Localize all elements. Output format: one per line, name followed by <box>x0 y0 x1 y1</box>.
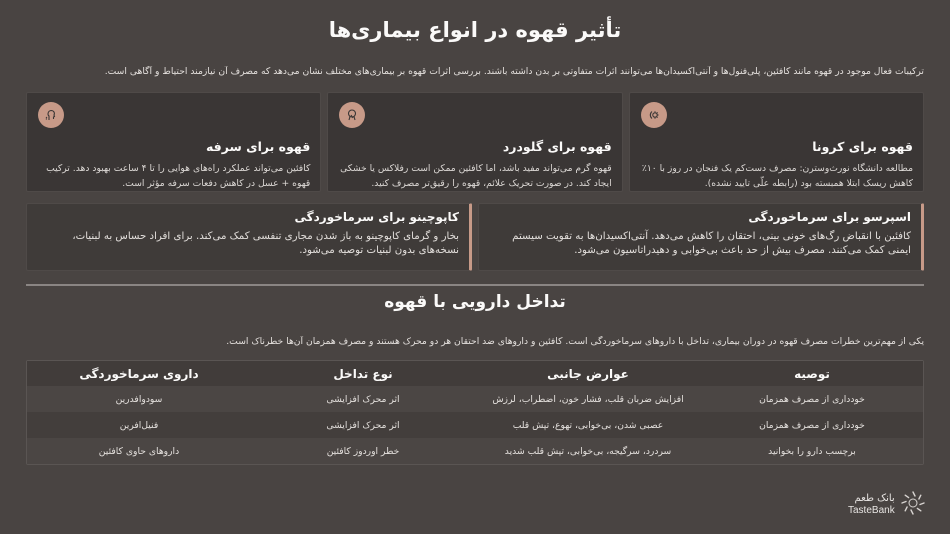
logo-en-text: TasteBank <box>848 505 895 516</box>
table-cell: افزایش ضربان قلب، فشار خون، اضطراب، لرزش <box>492 393 684 405</box>
section-intro: یکی از مهم‌ترین خطرات مصرف قهوه در دوران بیماری، تداخل با داروهای سرماخوردگی است. کافئین و داروهای ضد احتقان هر دو محرک هستند و مصرف همزمان آن‌ها خطرناک است. <box>226 336 924 347</box>
column-header: عوارض جانبی <box>547 366 629 381</box>
page-title: تأثیر قهوه در انواع بیماری‌ها <box>328 18 622 42</box>
virus-icon <box>641 102 667 128</box>
logo-mark-icon <box>899 489 927 521</box>
card-corona <box>629 92 924 192</box>
table-cell: عصبی شدن، بی‌خوابی، تهوع، تپش قلب <box>512 419 664 431</box>
table-cell: اثر محرک افزایشی <box>326 393 400 405</box>
card-sore-throat <box>327 92 622 192</box>
intro-text: ترکیبات فعال موجود در قهوه مانند کافئین، پلی‌فنول‌ها و آنتی‌اکسیدان‌ها می‌توانند اثرات متفاوتی بر بدن داشته باشند. بررسی اثرات قهوه بر بیماری‌های مختلف نشان می‌دهد که مصرف آن نیازمند احتیاط و آگاهی است. <box>104 66 924 77</box>
table-cell: سردرد، سرگیجه، بی‌خوابی، تپش قلب شدید <box>504 445 672 457</box>
logo-fa-text: بانک طعم <box>854 493 895 504</box>
table-cell: خودداری از مصرف همزمان <box>759 393 865 405</box>
table-row <box>27 386 923 412</box>
table-cell: فنیل‌افرین <box>119 419 159 431</box>
card-title: قهوه برای کرونا <box>812 139 913 154</box>
section-divider <box>26 284 924 286</box>
cold-cards <box>26 203 924 271</box>
table-cell: اثر محرک افزایشی <box>326 419 400 431</box>
card-text: قهوه گرم می‌تواند مفید باشد، اما کافئین ممکن است رفلاکس یا خشکی ایجاد کند. در صورت تحریک علائم، قهوه را رقیق‌تر مصرف کنید. <box>340 163 612 189</box>
card-title: کاپوچینو برای سرماخوردگی <box>294 210 459 224</box>
table-cell: سودوافدرین <box>115 393 163 405</box>
throat-icon <box>339 102 365 128</box>
cough-icon <box>38 102 64 128</box>
interactions-table <box>26 360 924 465</box>
disease-cards <box>26 92 924 192</box>
column-header: داروی سرماخوردگی <box>79 366 199 381</box>
card-cappuccino <box>26 203 472 271</box>
card-text: مطالعه دانشگاه نورث‌وسترن: مصرف دست‌کم یک فنجان در روز با ۱۰٪ کاهش ریسک ابتلا همبسته بود (رابطه علّی تایید نشده). <box>641 163 913 189</box>
card-text: بخار و گرمای کاپوچینو به باز شدن مجاری تنفسی کمک می‌کند. برای افراد حساس به لبنیات، نسخه‌های بدون لبنیات توصیه می‌شود. <box>72 231 459 256</box>
section-title: تداخل دارویی با قهوه <box>384 292 566 312</box>
card-text: کافئین با انقباض رگ‌های خونی بینی، احتقان را کاهش می‌دهد. آنتی‌اکسیدان‌ها به تقویت سیستم ایمنی کمک می‌کنند. مصرف بیش از حد باعث بی‌خوابی و دهیدراتاسیون می‌شود. <box>512 231 911 256</box>
card-espresso <box>478 203 924 271</box>
table-row <box>27 438 923 464</box>
card-text: کافئین می‌تواند عملکرد راه‌های هوایی را تا ۴ ساعت بهبود دهد. ترکیب قهوه + عسل در کاهش دفعات سرفه مؤثر است. <box>46 163 311 189</box>
table-header <box>27 361 923 386</box>
card-title: قهوه برای سرفه <box>205 139 311 154</box>
logo-text <box>848 493 895 517</box>
card-cough <box>26 92 321 192</box>
card-title: قهوه برای گلودرد <box>502 139 612 154</box>
table-row <box>27 412 923 438</box>
table-cell: داروهای حاوی کافئین <box>98 445 180 457</box>
table-cell: خودداری از مصرف همزمان <box>759 419 865 431</box>
column-header: نوع تداخل <box>333 366 393 381</box>
column-header: توصیه <box>794 366 830 381</box>
brand-logo[interactable] <box>848 488 938 522</box>
table-cell: برچسب دارو را بخوانید <box>768 445 856 457</box>
card-title: اسپرسو برای سرماخوردگی <box>748 210 911 224</box>
table-cell: خطر اوردوز کافئین <box>326 445 400 457</box>
